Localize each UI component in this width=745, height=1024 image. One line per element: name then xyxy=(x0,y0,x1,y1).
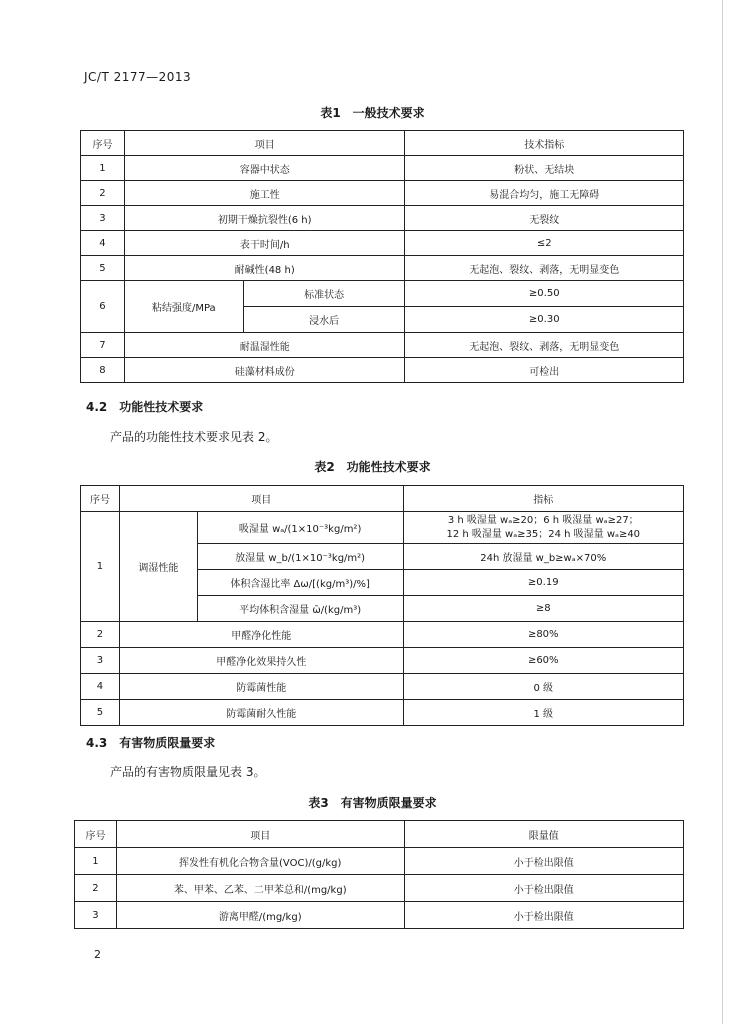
row-number: 6 xyxy=(81,281,125,333)
row-value: 小于检出限值 xyxy=(404,902,684,929)
row-item: 容器中状态 xyxy=(124,156,405,181)
scan-edge-line xyxy=(722,0,723,1024)
row-item: 粘结强度/MPa xyxy=(124,281,243,333)
table-row xyxy=(81,281,684,307)
table-row xyxy=(75,875,684,902)
row-subitem: 放湿量 w_b/(1×10⁻³kg/m²) xyxy=(197,544,403,570)
table3-caption: 表3 有害物质限量要求 xyxy=(308,796,437,810)
row-item: 防霉菌耐久性能 xyxy=(119,700,403,726)
row-value: 0 级 xyxy=(403,674,684,700)
table1-header-item: 项目 xyxy=(124,131,405,156)
row-subitem: 标准状态 xyxy=(243,281,405,307)
table3-header-no: 序号 xyxy=(75,821,117,848)
row-number: 5 xyxy=(81,700,120,726)
row-number: 8 xyxy=(81,358,125,383)
table-row xyxy=(81,256,684,281)
row-value: ≥0.19 xyxy=(403,570,684,596)
row-number: 4 xyxy=(81,231,125,256)
row-subitem: 吸湿量 wₐ/(1×10⁻³kg/m²) xyxy=(197,512,403,544)
table-row xyxy=(81,206,684,231)
section-4-2-text: 产品的功能性技术要求见表 2。 xyxy=(110,430,278,444)
row-value: ≥60% xyxy=(403,648,684,674)
row-value: ≤2 xyxy=(405,231,684,256)
row-number: 3 xyxy=(75,902,117,929)
row-value: ≥0.50 xyxy=(405,281,684,307)
row-value: 1 级 xyxy=(403,700,684,726)
row-group-label: 调湿性能 xyxy=(119,512,197,622)
table-row xyxy=(81,156,684,181)
row-number: 3 xyxy=(81,206,125,231)
row-value: ≥8 xyxy=(403,596,684,622)
table2-header-row xyxy=(81,486,684,512)
table3 xyxy=(74,820,684,929)
row-number: 2 xyxy=(75,875,117,902)
table3-header-item: 项目 xyxy=(116,821,404,848)
row-item: 甲醛净化效果持久性 xyxy=(119,648,403,674)
row-item: 游离甲醛/(mg/kg) xyxy=(116,902,404,929)
row-item: 表干时间/h xyxy=(124,231,405,256)
row-value: ≥80% xyxy=(403,622,684,648)
table1 xyxy=(80,130,684,383)
row-item: 硅藻材料成份 xyxy=(124,358,405,383)
table-row xyxy=(81,358,684,383)
standard-code-header: JC/T 2177—2013 xyxy=(84,70,192,84)
row-number: 1 xyxy=(81,512,120,622)
row-subitem: 体积含湿比率 Δω/[(kg/m³)/%] xyxy=(197,570,403,596)
table-row xyxy=(81,648,684,674)
table-row xyxy=(75,902,684,929)
row-item: 防霉菌性能 xyxy=(119,674,403,700)
table-row xyxy=(81,333,684,358)
row-value: 无起泡、裂纹、剥落，无明显变色 xyxy=(405,333,684,358)
table2-header-no: 序号 xyxy=(81,486,120,512)
table3-header-value: 限量值 xyxy=(404,821,684,848)
table-row xyxy=(81,231,684,256)
row-value: 小于检出限值 xyxy=(404,848,684,875)
section-4-3-heading: 4.3 有害物质限量要求 xyxy=(86,736,216,750)
row-item: 耐温湿性能 xyxy=(124,333,405,358)
row-number: 2 xyxy=(81,622,120,648)
table-row xyxy=(81,622,684,648)
table2-header-value: 指标 xyxy=(403,486,684,512)
table-row xyxy=(81,700,684,726)
page-number: 2 xyxy=(94,948,101,961)
row-number: 7 xyxy=(81,333,125,358)
row-value: 小于检出限值 xyxy=(404,875,684,902)
table1-header-value: 技术指标 xyxy=(405,131,684,156)
row-number: 1 xyxy=(81,156,125,181)
table2 xyxy=(80,485,684,726)
row-subitem: 浸水后 xyxy=(243,307,405,333)
row-value: 易混合均匀，施工无障碍 xyxy=(405,181,684,206)
row-item: 耐碱性(48 h) xyxy=(124,256,405,281)
row-number: 2 xyxy=(81,181,125,206)
section-4-3-text: 产品的有害物质限量见表 3。 xyxy=(110,765,266,779)
row-value: 粉状、无结块 xyxy=(405,156,684,181)
row-item: 挥发性有机化合物含量(VOC)/(g/kg) xyxy=(116,848,404,875)
table3-header-row xyxy=(75,821,684,848)
row-item: 甲醛净化性能 xyxy=(119,622,403,648)
row-value: 无裂纹 xyxy=(405,206,684,231)
table1-header-no: 序号 xyxy=(81,131,125,156)
row-value: 可检出 xyxy=(405,358,684,383)
section-4-2-heading: 4.2 功能性技术要求 xyxy=(86,400,204,414)
row-number: 5 xyxy=(81,256,125,281)
table2-caption: 表2 功能性技术要求 xyxy=(314,460,431,474)
row-item: 苯、甲苯、乙苯、二甲苯总和/(mg/kg) xyxy=(116,875,404,902)
row-number: 3 xyxy=(81,648,120,674)
row-value-line: 3 h 吸湿量 wₐ≥20；6 h 吸湿量 wₐ≥27； xyxy=(447,514,639,526)
table-row xyxy=(81,512,684,544)
table-row xyxy=(81,181,684,206)
row-item: 初期干燥抗裂性(6 h) xyxy=(124,206,405,231)
row-item: 施工性 xyxy=(124,181,405,206)
row-subitem: 平均体积含湿量 ω̄/(kg/m³) xyxy=(197,596,403,622)
table-row xyxy=(81,674,684,700)
row-value: ≥0.30 xyxy=(405,307,684,333)
table-row xyxy=(75,848,684,875)
table2-header-item: 项目 xyxy=(119,486,403,512)
row-value: 24h 放湿量 w_b≥wₐ×70% xyxy=(403,544,684,570)
row-number: 1 xyxy=(75,848,117,875)
row-value xyxy=(403,512,684,544)
row-value: 无起泡、裂纹、剥落，无明显变色 xyxy=(405,256,684,281)
table1-caption: 表1 一般技术要求 xyxy=(320,106,425,120)
table1-header-row xyxy=(81,131,684,156)
row-value-line: 12 h 吸湿量 wₐ≥35；24 h 吸湿量 wₐ≥40 xyxy=(446,528,641,540)
row-number: 4 xyxy=(81,674,120,700)
